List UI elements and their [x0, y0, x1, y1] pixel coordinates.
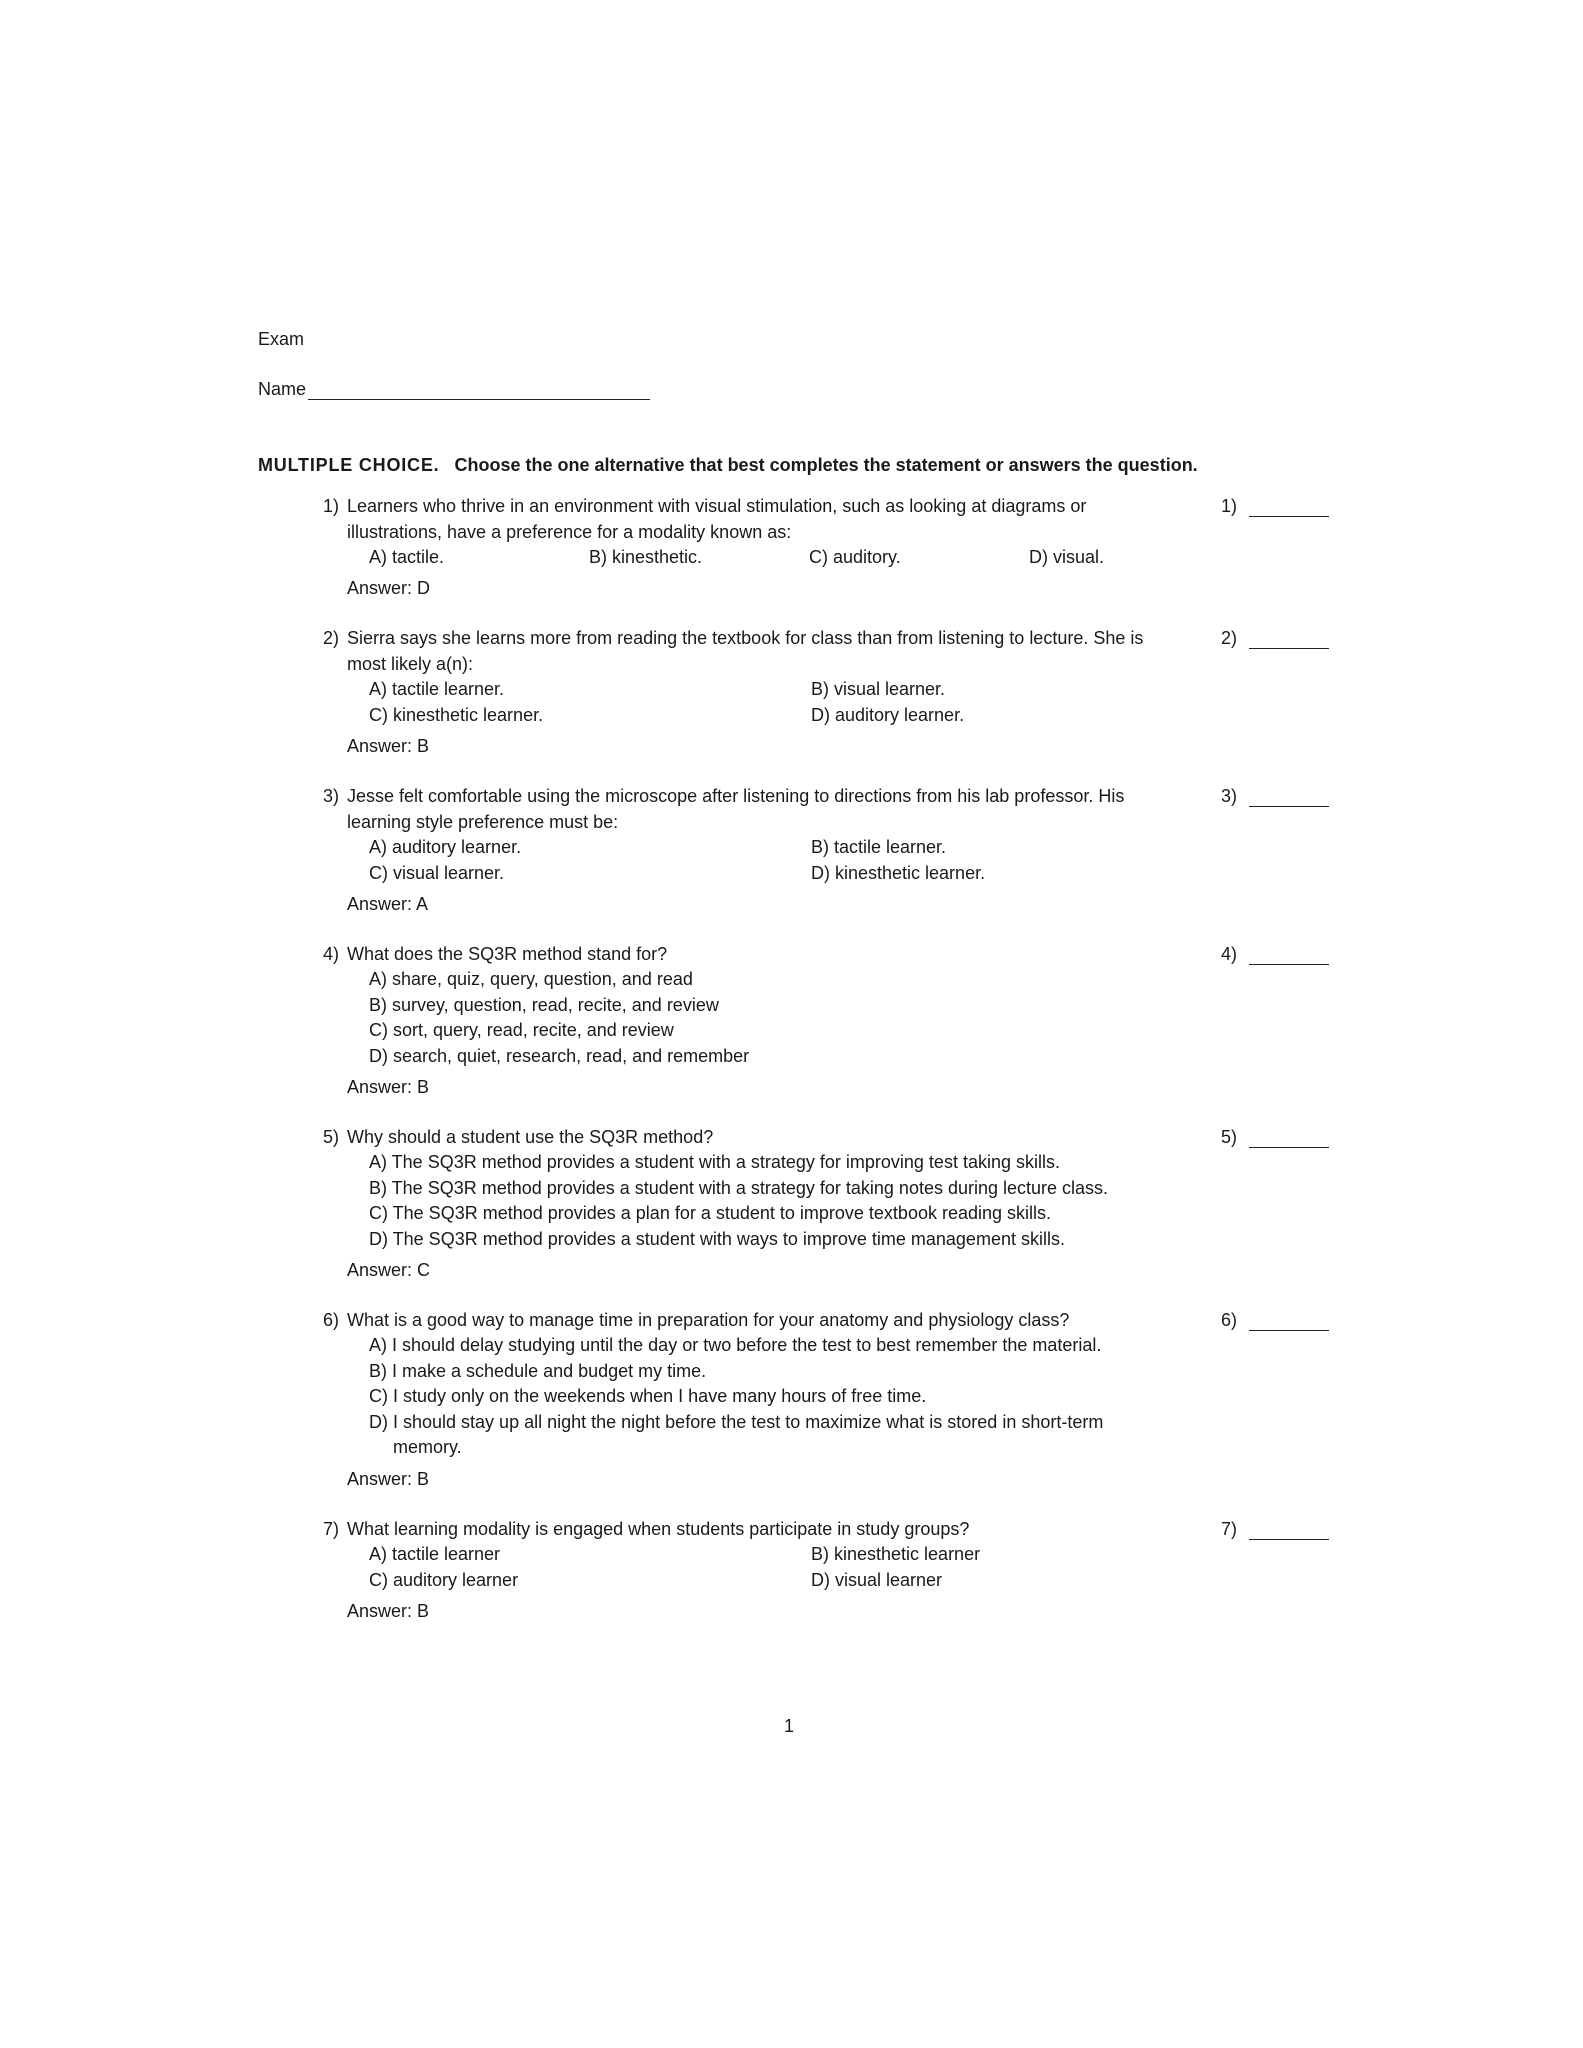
question-number: 4): [323, 944, 340, 964]
answer-choices: [369, 835, 1189, 886]
answer-blank[interactable]: [1249, 1127, 1329, 1148]
answer-key: Answer: D: [347, 578, 431, 598]
answer-choices: [369, 1333, 1169, 1461]
answer-slot-number: 3): [1221, 786, 1238, 806]
choice-d: D) auditory learner.: [811, 704, 965, 725]
choice-c: C) auditory learner: [369, 1569, 519, 1590]
choice-a: A) tactile.: [369, 547, 445, 567]
answer-blank[interactable]: [1249, 628, 1329, 649]
answer-key: Answer: A: [347, 894, 429, 914]
answer-choices: [369, 1150, 1189, 1252]
choice-a: A) tactile learner.: [369, 679, 505, 699]
answer-slot-number: 2): [1221, 628, 1238, 648]
choice-a: A) I should delay studying until the day or two before the test to best remember the material.: [369, 1335, 1102, 1355]
answer-key: Answer: C: [347, 1260, 431, 1280]
question-stem: 5) Why should a student use the SQ3R method?: [323, 1125, 1195, 1151]
name-label: Name: [258, 379, 307, 399]
choice-c: C) I study only on the weekends when I have many hours of free time.: [369, 1386, 927, 1406]
choice-b: B) survey, question, read, recite, and review: [369, 994, 719, 1015]
name-blank-line: [308, 381, 650, 400]
choice-d: D) I should stay up all night the night before the test to maximize what is stored in short-term memory.: [369, 1411, 1104, 1457]
question-stem: 6) What is a good way to manage time in preparation for your anatomy and physiology class?: [323, 1308, 1195, 1334]
question-number: 7): [323, 1519, 340, 1539]
question-number: 6): [323, 1310, 340, 1330]
choice-d: D) kinesthetic learner.: [811, 862, 986, 883]
page-number: 1: [784, 1716, 795, 1736]
choice-b: B) I make a schedule and budget my time.: [369, 1360, 707, 1381]
question-stem: 4) What does the SQ3R method stand for?: [323, 942, 1195, 968]
answer-slot-number: 5): [1221, 1127, 1238, 1147]
choice-c: C) kinesthetic learner.: [369, 704, 544, 725]
answer-blank[interactable]: [1249, 1519, 1329, 1540]
exam-title: Exam: [258, 329, 305, 349]
choice-d: D) search, quiet, research, read, and remember: [369, 1045, 750, 1066]
question-stem: 1) Learners who thrive in an environment with visual stimulation, such as looking at diagrams or illustrations, have a preference for a modality known as:: [323, 496, 1087, 542]
answer-slot-number: 6): [1221, 1310, 1238, 1330]
question-number: 1): [323, 496, 340, 516]
question-number: 2): [323, 628, 340, 648]
choice-c: C) auditory.: [809, 547, 901, 567]
choice-b: B) tactile learner.: [811, 837, 947, 857]
choice-d: D) The SQ3R method provides a student with ways to improve time management skills.: [369, 1228, 1065, 1249]
choice-b: B) kinesthetic.: [589, 547, 703, 567]
answer-blank[interactable]: [1249, 496, 1329, 517]
answer-blank[interactable]: [1249, 1310, 1329, 1331]
choice-a: A) share, quiz, query, question, and read: [369, 969, 693, 989]
choice-b: B) visual learner.: [811, 679, 946, 699]
answer-slot-number: 1): [1221, 496, 1238, 516]
question-number: 5): [323, 1127, 340, 1147]
section-title: MULTIPLE CHOICE.: [258, 455, 440, 475]
answer-key: Answer: B: [347, 1469, 430, 1489]
answer-key: Answer: B: [347, 736, 430, 756]
question-stem: 2) Sierra says she learns more from reading the textbook for class than from listening to lecture. She is most likely a(n):: [323, 628, 1144, 674]
choice-b: B) kinesthetic learner: [811, 1544, 981, 1564]
question-stem: 3) Jesse felt comfortable using the microscope after listening to directions from his lab professor. His learning style preference must be:: [323, 786, 1125, 832]
answer-choices: [369, 545, 1189, 571]
answer-key: Answer: B: [347, 1077, 430, 1097]
answer-slot-number: 7): [1221, 1519, 1238, 1539]
answer-blank[interactable]: [1249, 944, 1329, 965]
question-stem: 7) What learning modality is engaged when students participate in study groups?: [323, 1517, 1195, 1543]
answer-choices: [369, 677, 1189, 728]
question-number: 3): [323, 786, 340, 806]
choice-a: A) tactile learner: [369, 1544, 501, 1564]
answer-choices: [369, 967, 1189, 1069]
choice-c: C) visual learner.: [369, 862, 505, 883]
section-instructions: Choose the one alternative that best completes the statement or answers the question.: [454, 455, 1198, 475]
answer-choices: [369, 1542, 1189, 1593]
choice-c: C) The SQ3R method provides a plan for a student to improve textbook reading skills.: [369, 1203, 1052, 1223]
answer-slot-number: 4): [1221, 944, 1238, 964]
choice-d: D) visual learner: [811, 1569, 943, 1590]
answer-blank[interactable]: [1249, 786, 1329, 807]
choice-d: D) visual.: [1029, 547, 1105, 567]
choice-a: A) The SQ3R method provides a student with a strategy for improving test taking skills.: [369, 1152, 1060, 1172]
choice-a: A) auditory learner.: [369, 837, 522, 857]
answer-key: Answer: B: [347, 1601, 430, 1621]
section-header: [258, 455, 1198, 476]
choice-c: C) sort, query, read, recite, and review: [369, 1020, 674, 1040]
choice-b: B) The SQ3R method provides a student with a strategy for taking notes during lecture class.: [369, 1177, 1109, 1198]
name-field: [258, 379, 650, 400]
